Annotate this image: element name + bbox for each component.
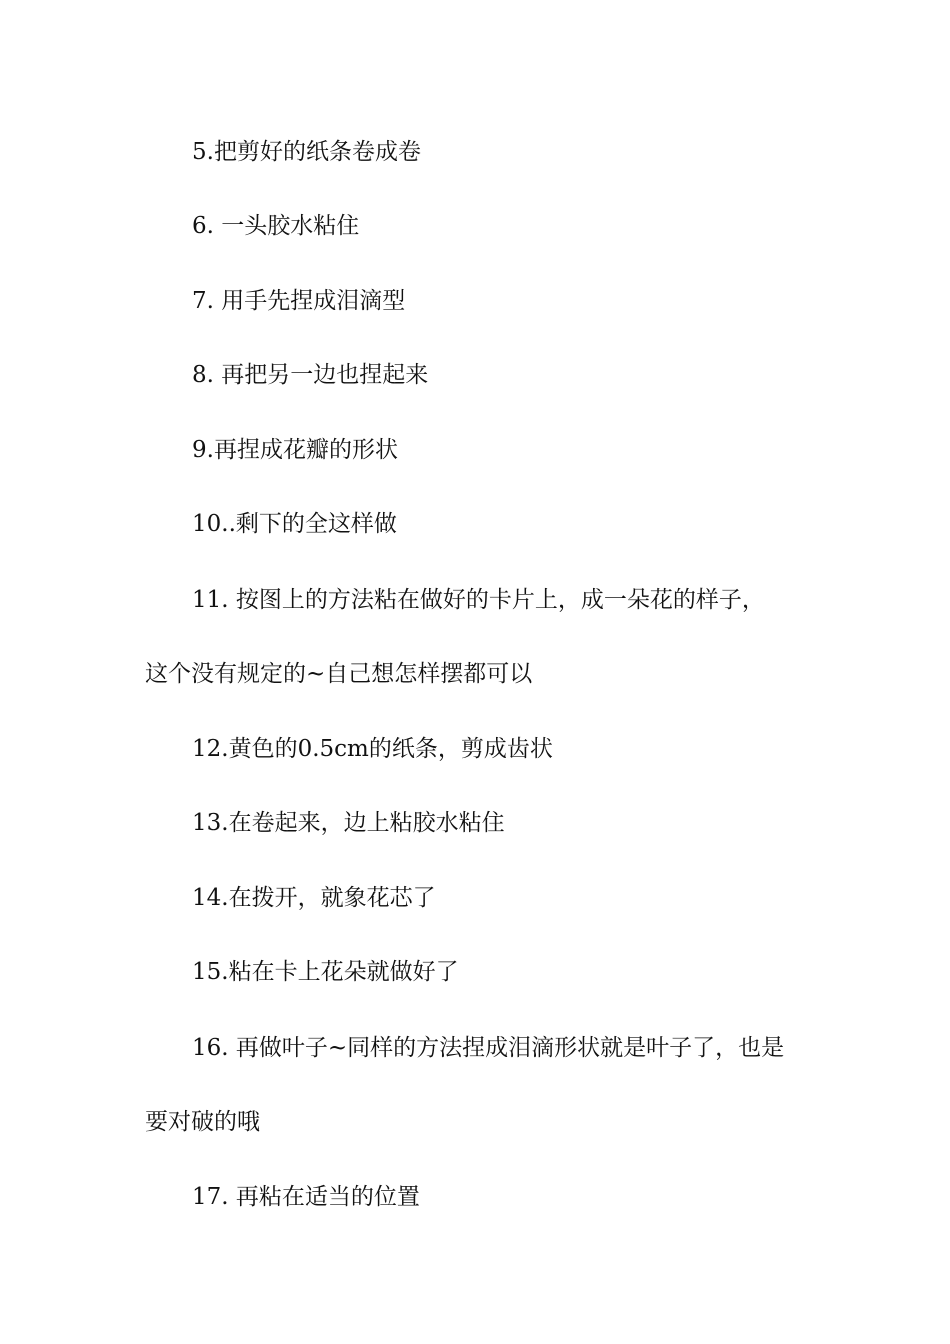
step-12: 12.黄色的0.5cm的纸条，剪成齿状 bbox=[192, 736, 553, 762]
step-11-line-2: 这个没有规定的~自己想怎样摆都可以 bbox=[145, 661, 533, 687]
step-6: 6. 一头胶水粘住 bbox=[192, 213, 360, 239]
step-16-line-1: 16. 再做叶子~同样的方法捏成泪滴形状就是叶子了，也是 bbox=[192, 1035, 785, 1061]
step-14: 14.在拨开，就象花芯了 bbox=[192, 885, 436, 911]
step-15: 15.粘在卡上花朵就做好了 bbox=[192, 959, 459, 985]
step-11-line-1: 11. 按图上的方法粘在做好的卡片上，成一朵花的样子， bbox=[192, 587, 765, 613]
step-13: 13.在卷起来，边上粘胶水粘住 bbox=[192, 810, 505, 836]
step-17: 17. 再粘在适当的位置 bbox=[192, 1184, 420, 1210]
step-16-line-2: 要对破的哦 bbox=[145, 1109, 260, 1135]
step-10: 10..剩下的全这样做 bbox=[192, 511, 397, 537]
step-9: 9.再捏成花瓣的形状 bbox=[192, 437, 398, 463]
step-8: 8. 再把另一边也捏起来 bbox=[192, 362, 429, 388]
step-7: 7. 用手先捏成泪滴型 bbox=[192, 288, 406, 314]
step-5: 5.把剪好的纸条卷成卷 bbox=[192, 139, 421, 165]
